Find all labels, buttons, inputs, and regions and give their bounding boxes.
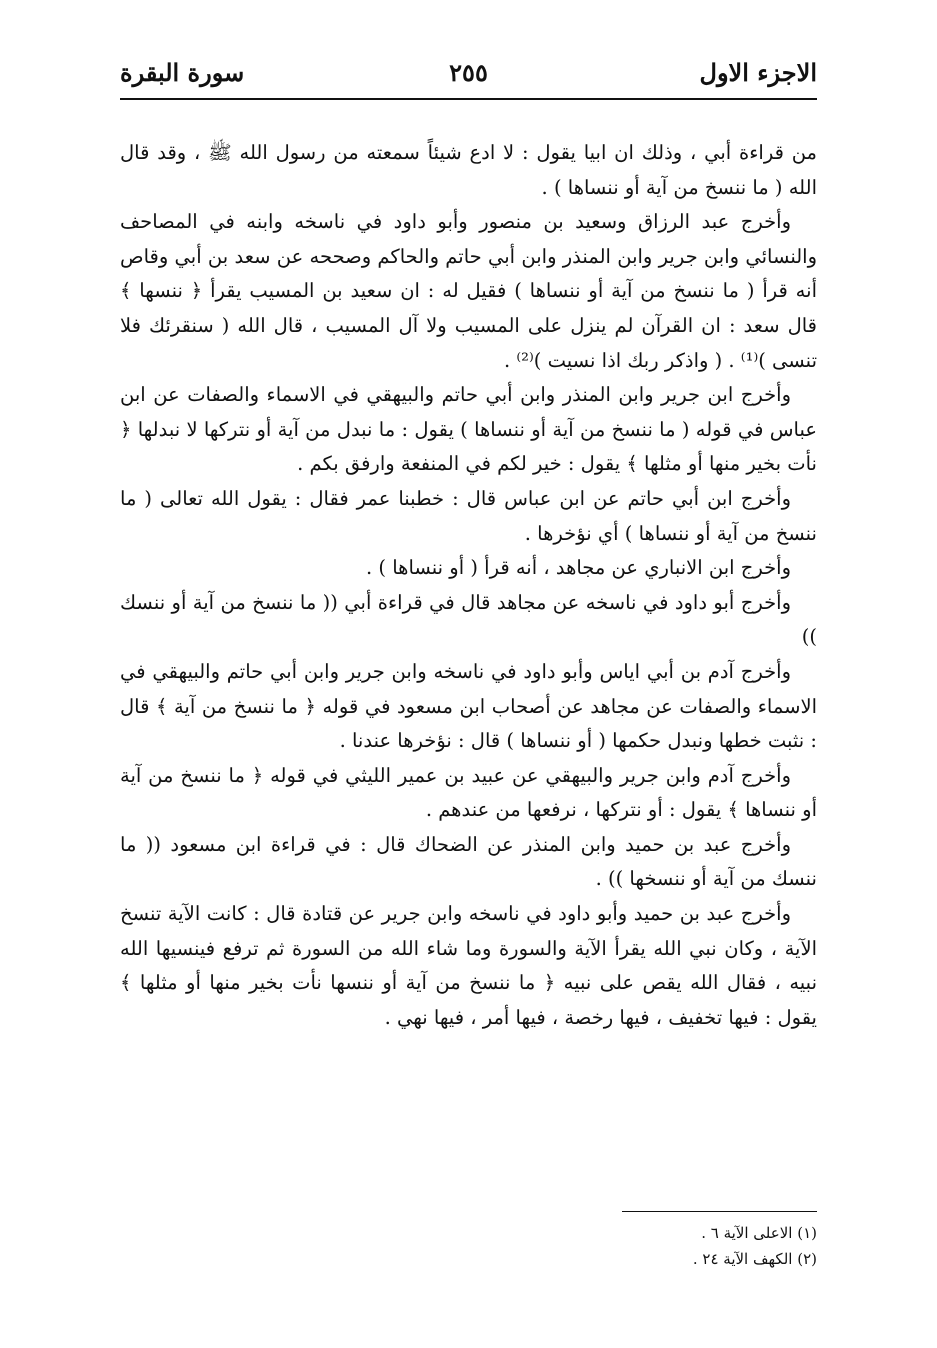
book-page [120,50,817,1310]
footnote-divider [622,1211,817,1212]
footnotes [517,1220,817,1272]
page-header [120,50,817,100]
paragraph: وأخرج عبد بن حميد وأبو داود في ناسخه وابن جرير عن قتادة قال : كانت الآية تنسخ الآية ، وكان نبي الله يقرأ الآية والسورة وما شاء الله من السورة ثم ترفع فينسيها الله نبيه ، فقال الله يقص على نبيه ﴿ ما ننسخ من آية أو ننسها نأت بخير منها أو مثلها ﴾ يقول : فيها تخفيف ، فيها رخصة ، فيها أمر ، فيها نهي . [120,902,817,1029]
paragraph: وأخرج آدم وابن جرير والبيهقي عن عبيد بن عمير الليثي في قوله ﴿ ما ننسخ من آية أو ننساها ﴾ يقول : أو نتركها ، نرفعها من عندهم . [120,763,817,822]
paragraph: وأخرج عبد الرزاق وسعيد بن منصور وأبو داود في ناسخه وابنه في المصاحف والنسائي وابن جرير وابن المنذر وابن أبي حاتم والحاكم وصححه عن سعد بن أبي وقاص أنه قرأ ( ما ننسخ من آية أو ننساها ) فقيل له : ان سعيد بن المسيب يقرأ ﴿ ننسها ﴾ قال سعد : ان القرآن لم ينزل على المسيب ولا آل المسيب ، قال الله ( سنقرئك فلا تنسى )⁽¹⁾ . ( واذكر ربك اذا نسيت )⁽²⁾ . [120,210,817,372]
paragraph: وأخرج ابن جرير وابن المنذر وابن أبي حاتم والبيهقي في الاسماء والصفات عن ابن عباس في قوله ( ما ننسخ من آية أو ننساها ) يقول : ما نبدل من آية أو نتركها لا نبدلها ﴿ نأت بخير منها أو مثلها ﴾ يقول : خير لكم في المنفعة وارفق بكم . [120,383,817,476]
volume-title: الاجزء الاول [699,58,817,87]
paragraph: وأخرج ابن الانباري عن مجاهد ، أنه قرأ ( أو ننساها ) . [366,556,791,580]
paragraph: من قراءة أبي ، وذلك ان ابيا يقول : لا ادع شيئاً سمعته من رسول الله ﷺ ، وقد قال الله ( ما ننسخ من آية أو ننساها ) . [120,141,817,199]
paragraph: وأخرج عبد بن حميد وابن المنذر عن الضحاك قال : في قراءة ابن مسعود (( ما ننسك من آية أو ننسخها )) . [120,832,817,891]
surah-title: سورة البقرة [120,58,245,87]
paragraph: وأخرج أبو داود في ناسخه عن مجاهد قال في قراءة أبي (( ما ننسخ من آية أو ننسك )) [120,590,817,649]
page-body [120,136,817,1035]
paragraph: وأخرج ابن أبي حاتم عن ابن عباس قال : خطبنا عمر فقال : يقول الله تعالى ( ما ننسخ من آية أو ننساها ) أي نؤخرها . [120,486,817,545]
footnote: (٢) الكهف الآية ٢٤ . [692,1250,817,1268]
paragraph: وأخرج آدم بن أبي اياس وأبو داود في ناسخه وابن جرير وابن أبي حاتم والبيهقي في الاسماء والصفات عن مجاهد عن أصحاب ابن مسعود في قوله ﴿ ما ننسخ من آية ﴾ قال : نثبت خطها ونبدل حكمها ( أو ننساها ) قال : نؤخرها عندنا . [120,659,817,753]
page-number: ٢٥٥ [449,58,488,87]
footnote: (١) الاعلى الآية ٦ . [701,1224,817,1242]
